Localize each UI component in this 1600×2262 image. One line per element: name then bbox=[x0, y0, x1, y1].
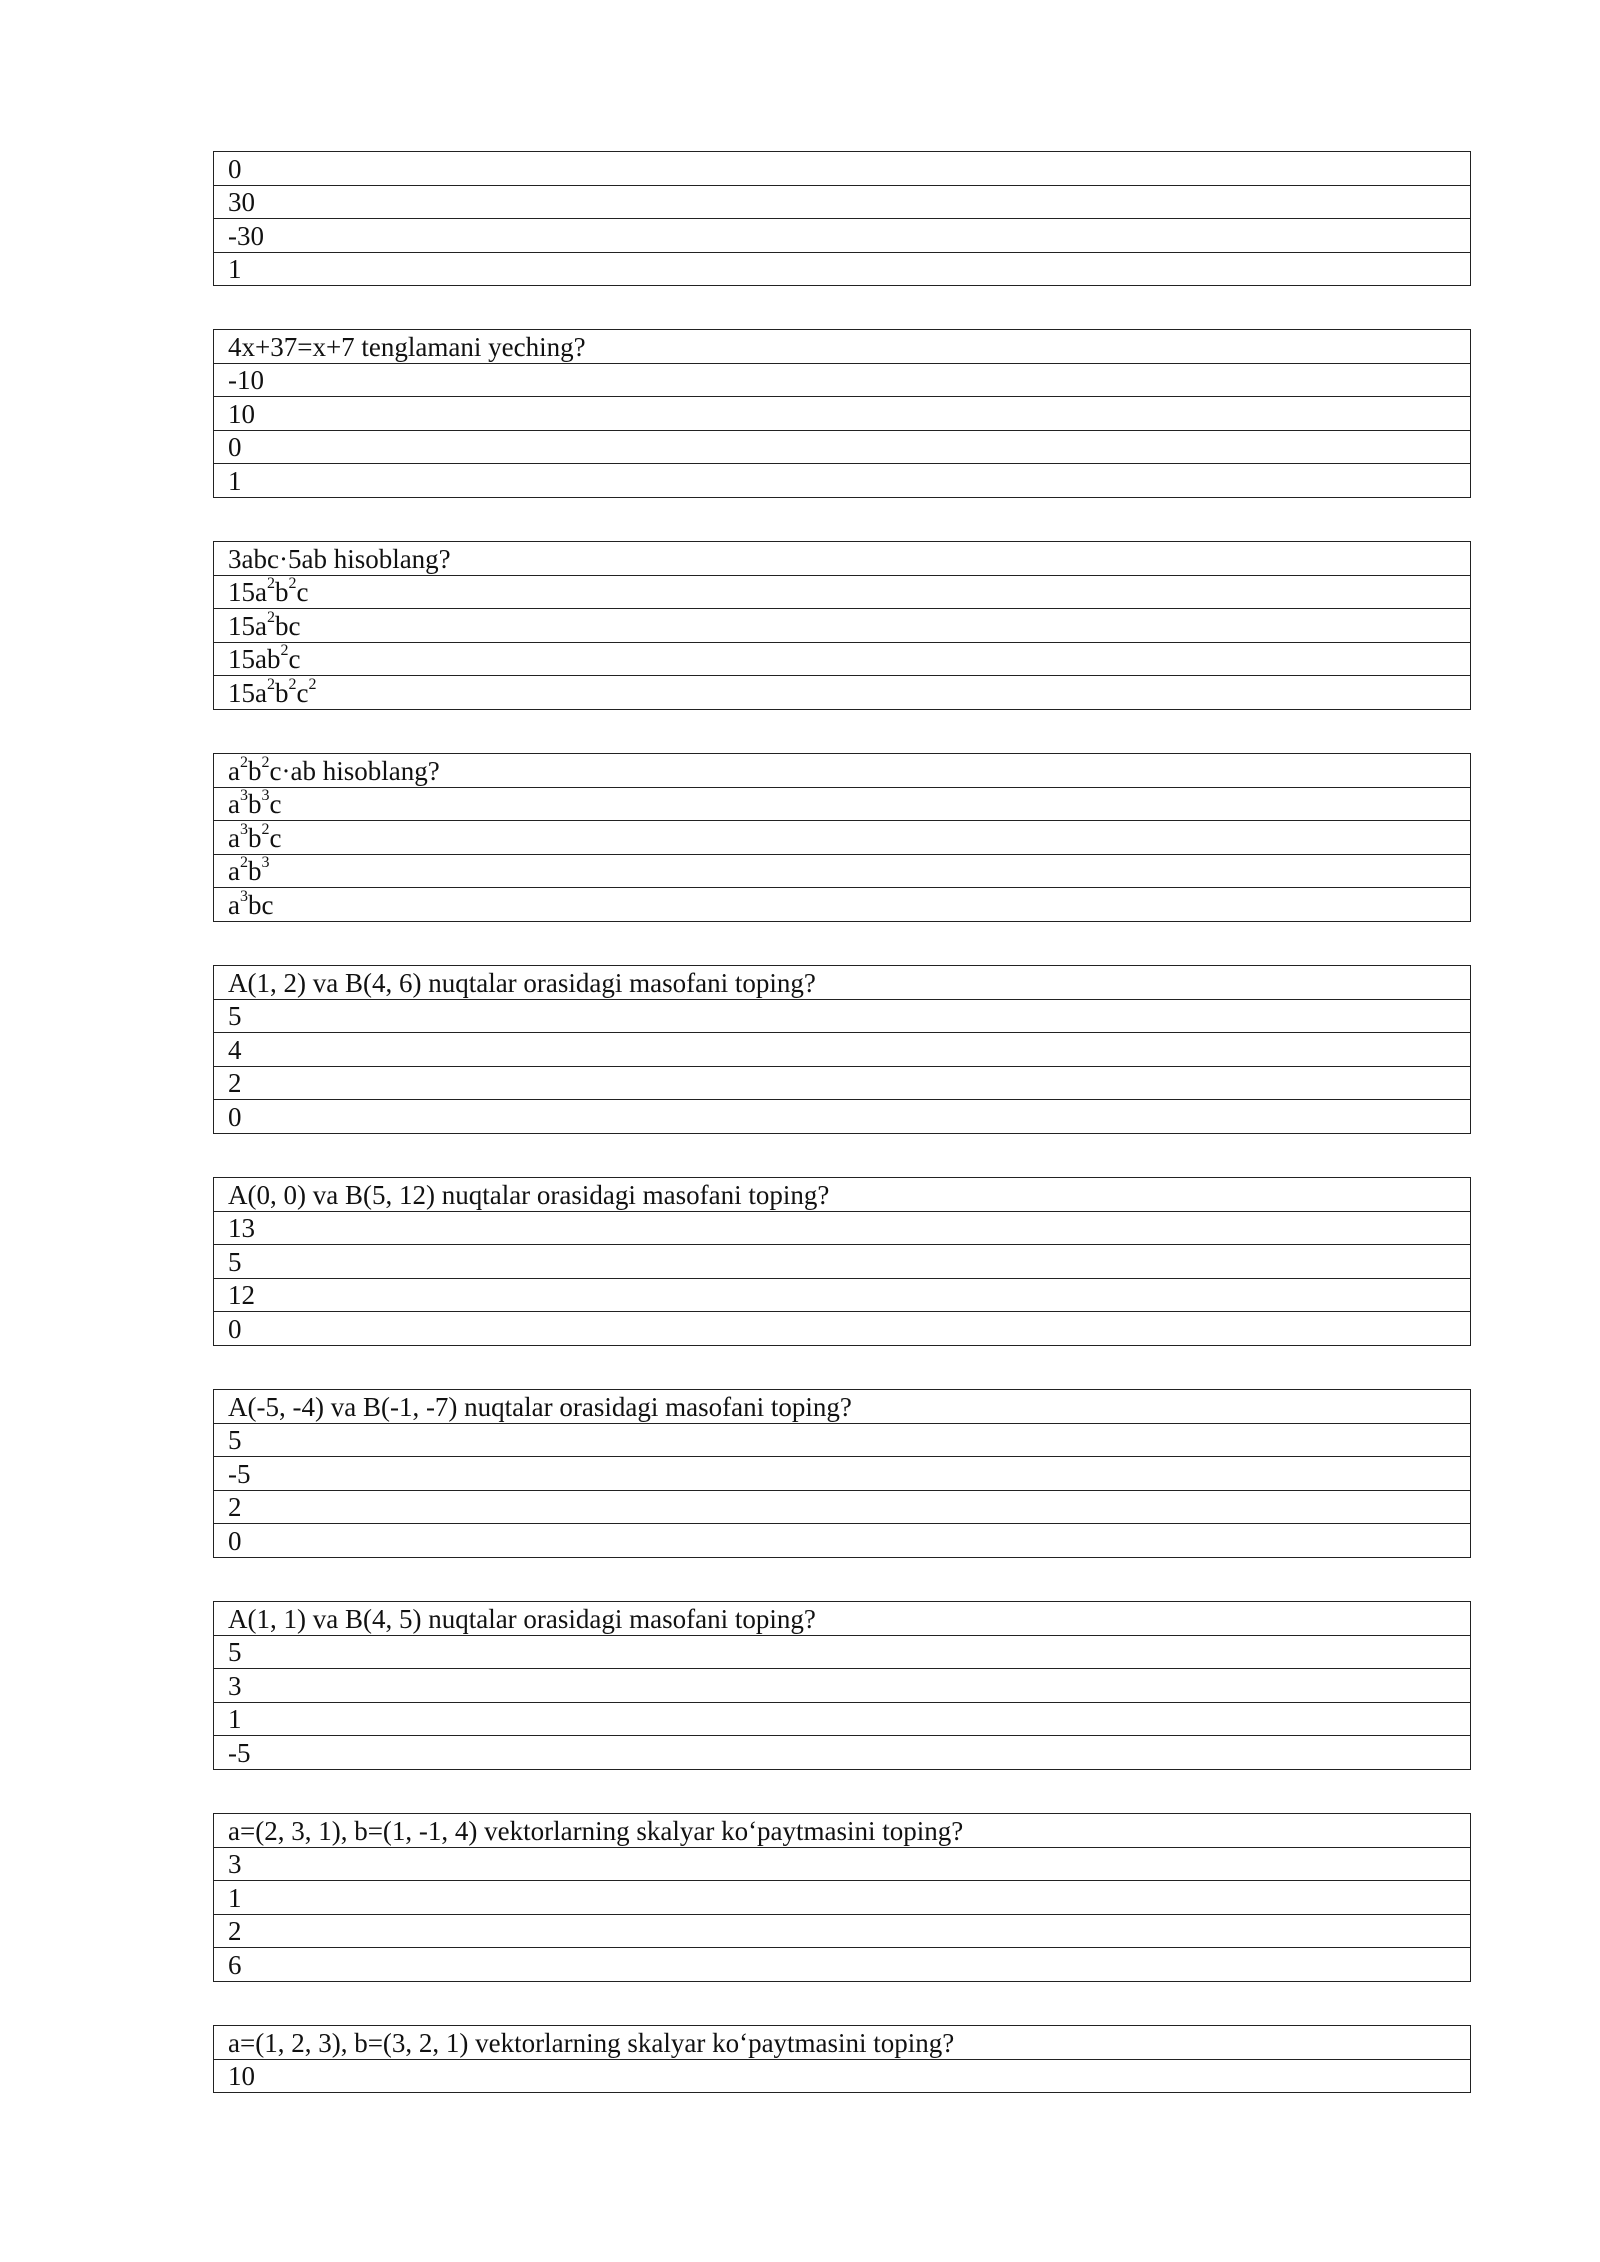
question-text: A(1, 1) va B(4, 5) nuqtalar orasidagi masofani toping? bbox=[214, 1602, 1471, 1636]
answer-option: $15a^2bc$ bbox=[214, 609, 1471, 643]
question-text: 4x+37=x+7 tenglamani yeching? bbox=[214, 330, 1471, 364]
question-table-6 bbox=[213, 1177, 1471, 1346]
answer-option: 2 bbox=[214, 1914, 1471, 1948]
answer-option: 0 bbox=[214, 1524, 1471, 1558]
answer-option: $15a^2b^2c$ bbox=[214, 575, 1471, 609]
question-table-9 bbox=[213, 1813, 1471, 1982]
answer-option: 1 bbox=[214, 252, 1471, 286]
answer-option: 3 bbox=[214, 1669, 1471, 1703]
answer-option: 13 bbox=[214, 1211, 1471, 1245]
answer-option: 0 bbox=[214, 1100, 1471, 1134]
answer-option: 5 bbox=[214, 1635, 1471, 1669]
question-text: A(1, 2) va B(4, 6) nuqtalar orasidagi masofani toping? bbox=[214, 966, 1471, 1000]
answer-option: 4 bbox=[214, 1033, 1471, 1067]
question-text: A(-5, -4) va B(-1, -7) nuqtalar orasidagi masofani toping? bbox=[214, 1390, 1471, 1424]
answer-option: 1 bbox=[214, 1702, 1471, 1736]
answer-option: 0 bbox=[214, 1312, 1471, 1346]
question-table-2 bbox=[213, 329, 1471, 498]
question-text: A(0, 0) va B(5, 12) nuqtalar orasidagi masofani toping? bbox=[214, 1178, 1471, 1212]
question-table-4 bbox=[213, 753, 1471, 922]
question-table-8 bbox=[213, 1601, 1471, 1770]
answer-option: -10 bbox=[214, 363, 1471, 397]
question-table-10 bbox=[213, 2025, 1471, 2093]
question-text: $a^2b^2c\cdot ab$ hisoblang? bbox=[214, 754, 1471, 788]
answer-option: 10 bbox=[214, 2059, 1471, 2093]
question-text: a=(2, 3, 1), b=(1, -1, 4) vektorlarning skalyar ko‘paytmasini toping? bbox=[214, 1814, 1471, 1848]
answer-option: 2 bbox=[214, 1066, 1471, 1100]
answer-option: 10 bbox=[214, 397, 1471, 431]
answer-option: 6 bbox=[214, 1948, 1471, 1982]
answer-option: $a^3bc$ bbox=[214, 888, 1471, 922]
answer-option: -5 bbox=[214, 1457, 1471, 1491]
answer-option: 5 bbox=[214, 1423, 1471, 1457]
answer-option: $15ab^2c$ bbox=[214, 642, 1471, 676]
answer-option: 2 bbox=[214, 1490, 1471, 1524]
question-text: 3abc·5ab hisoblang? bbox=[214, 542, 1471, 576]
question-text: a=(1, 2, 3), b=(3, 2, 1) vektorlarning skalyar ko‘paytmasini toping? bbox=[214, 2026, 1471, 2060]
answer-option: $15a^2b^2c^2$ bbox=[214, 676, 1471, 710]
answer-option: 1 bbox=[214, 464, 1471, 498]
answer-option: 1 bbox=[214, 1881, 1471, 1915]
answer-option: 12 bbox=[214, 1278, 1471, 1312]
answer-option: 0 bbox=[214, 152, 1471, 186]
answer-option: $a^2b^3$ bbox=[214, 854, 1471, 888]
question-table-3 bbox=[213, 541, 1471, 710]
answer-option: 5 bbox=[214, 999, 1471, 1033]
question-table-7 bbox=[213, 1389, 1471, 1558]
answer-option: 3 bbox=[214, 1847, 1471, 1881]
question-table-1 bbox=[213, 151, 1471, 286]
answer-option: 0 bbox=[214, 430, 1471, 464]
answer-option: $a^3b^2c$ bbox=[214, 821, 1471, 855]
answer-option: $a^3b^3c$ bbox=[214, 787, 1471, 821]
answer-option: 5 bbox=[214, 1245, 1471, 1279]
question-table-5 bbox=[213, 965, 1471, 1134]
answer-option: 30 bbox=[214, 185, 1471, 219]
answer-option: -5 bbox=[214, 1736, 1471, 1770]
answer-option: -30 bbox=[214, 219, 1471, 253]
